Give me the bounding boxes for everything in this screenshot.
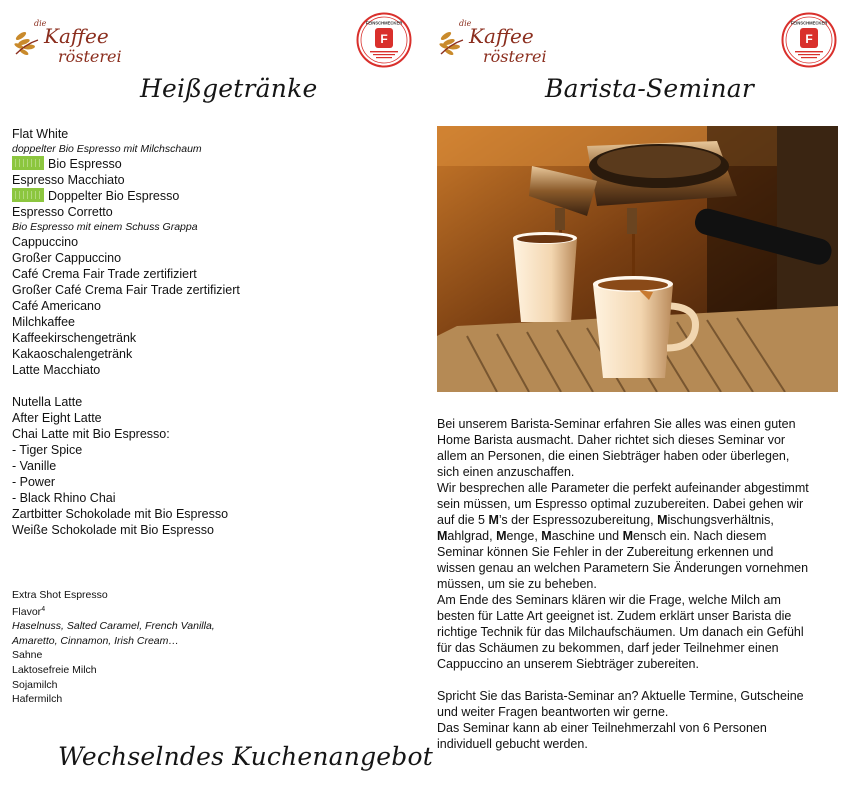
flavor: Flavor$^4$ bbox=[12, 605, 46, 618]
menu-item: Chai Latte mit Bio Espresso: bbox=[12, 427, 170, 441]
menu-item-bio bbox=[12, 156, 412, 172]
espresso-machine-photo bbox=[437, 126, 838, 392]
menu-item: Großer Café Crema Fair Trade zertifiziert bbox=[12, 283, 240, 297]
seminar-page bbox=[425, 0, 850, 793]
flavor-options-2: Amaretto, Cinnamon, Irish Cream… bbox=[12, 634, 179, 647]
feinschmecker-badge bbox=[356, 12, 412, 68]
extra-item: Laktosefreie Milch bbox=[12, 663, 97, 676]
extra-item: Sahne bbox=[12, 649, 43, 662]
menu-item: Café Americano bbox=[12, 299, 101, 313]
menu-item: - Tiger Spice bbox=[12, 443, 83, 457]
drinks-list bbox=[12, 126, 412, 538]
menu-item: Espresso Corretto bbox=[12, 205, 113, 219]
flavor-options-1: Haselnuss, Salted Caramel, French Vanilla, bbox=[12, 620, 215, 633]
menu-item: Zartbitter Schokolade mit Bio Espresso bbox=[12, 507, 229, 521]
menu-item: Großer Cappuccino bbox=[12, 251, 122, 265]
five-m-line: Mahlgrad, Menge, Maschine und Mensch ein. Nach diesem bbox=[437, 529, 767, 543]
menu-item: Kakaoschalengetränk bbox=[12, 347, 133, 361]
menu-item-description: doppelter Bio Espresso mit Milchschaum bbox=[12, 143, 202, 155]
svg-text:die: die bbox=[34, 19, 47, 28]
svg-text:rösterei: rösterei bbox=[58, 47, 122, 66]
svg-text:FEINSCHMECKER: FEINSCHMECKER bbox=[790, 20, 828, 26]
extra-shot: Extra Shot Espresso bbox=[12, 589, 108, 601]
eu-organic-leaf-icon bbox=[12, 188, 44, 202]
kaffeeroesterei-logo bbox=[12, 14, 132, 70]
svg-text:die: die bbox=[459, 19, 472, 28]
menu-item: Espresso Macchiato bbox=[12, 173, 125, 187]
extras-list bbox=[12, 588, 412, 707]
svg-text:Kaffee: Kaffee bbox=[469, 24, 534, 48]
menu-item: - Power bbox=[12, 475, 56, 489]
menu-item-description: Bio Espresso mit einem Schuss Grappa bbox=[12, 221, 198, 233]
svg-text:FEINSCHMECKER: FEINSCHMECKER bbox=[365, 20, 403, 26]
svg-text:rösterei: rösterei bbox=[483, 47, 547, 66]
menu-item: After Eight Latte bbox=[12, 411, 102, 425]
menu-title: Heißgetränke bbox=[140, 74, 318, 103]
menu-item: - Vanille bbox=[12, 459, 57, 473]
menu-item-label: Bio Espresso bbox=[48, 157, 122, 171]
feinschmecker-badge bbox=[781, 12, 837, 68]
seminar-description bbox=[437, 416, 841, 752]
eu-organic-leaf-icon bbox=[12, 156, 44, 170]
menu-item: Flat White bbox=[12, 127, 69, 141]
menu-item: Cappuccino bbox=[12, 235, 79, 249]
menu-item: - Black Rhino Chai bbox=[12, 491, 116, 505]
menu-item-bio bbox=[12, 188, 412, 204]
extra-item: Sojamilch bbox=[12, 678, 58, 691]
paragraph-milk: Am Ende des Seminars klären wir die Frage, welche Milch am besten für Latte Art geeignet ist. Zudem erklärt unser Barista die richtige Technik für das Milchaufschäumen. Um danach ein Gefühl für das Schäumen zu bekommen, darf jeder Teilnehmer einen Cappuccino an unserem Siebträger zubereiten. bbox=[437, 593, 804, 671]
svg-text:F: F bbox=[380, 32, 388, 46]
svg-text:F: F bbox=[805, 32, 813, 46]
seminar-title: Barista-Seminar bbox=[545, 74, 755, 103]
paragraph-parameters: Wir besprechen alle Parameter die perfekt aufeinander abgestimmt sein müssen, um Espresso optimal zuzubereiten. Dabei gehen wir auf die 5 M’s der Espressozubereitung, Mischungsverhältnis, Mahlgrad, Menge, Maschine und Mensch ein. Nach diesem Seminar können Sie Fehler in der Zubereitung erkennen und wissen genau an welchen Parametern Sie Änderungen vornehmen müssen, um sie zu beheben. bbox=[437, 481, 809, 591]
menu-item: Kaffeekirschengetränk bbox=[12, 331, 137, 345]
paragraph-intro: Bei unserem Barista-Seminar erfahren Sie alles was einen guten Home Barista ausmacht. Daher richtet sich dieses Seminar vor allem an Personen, die einen Siebträger haben oder überlegen, sich einen anzuschaffen. bbox=[437, 417, 796, 479]
extra-item: Hafermilch bbox=[12, 693, 63, 706]
menu-item: Weiße Schokolade mit Bio Espresso bbox=[12, 523, 214, 537]
menu-item: Café Crema Fair Trade zertifiziert bbox=[12, 267, 197, 281]
menu-item-label: Doppelter Bio Espresso bbox=[48, 189, 180, 203]
menu-item: Nutella Latte bbox=[12, 395, 83, 409]
kaffeeroesterei-logo bbox=[437, 14, 557, 70]
menu-item: Milchkaffee bbox=[12, 315, 75, 329]
menu-item: Latte Macchiato bbox=[12, 363, 101, 377]
paragraph-contact: Spricht Sie das Barista-Seminar an? Aktuelle Termine, Gutscheine und weiter Fragen beantworten wir gerne. Das Seminar kann ab einer Teilnehmerzahl von 6 Personen individuell gebucht werden. bbox=[437, 689, 804, 751]
menu-spacer bbox=[12, 378, 412, 394]
svg-text:Kaffee: Kaffee bbox=[44, 24, 109, 48]
cake-footer-title: Wechselndes Kuchenangebot bbox=[58, 742, 433, 771]
